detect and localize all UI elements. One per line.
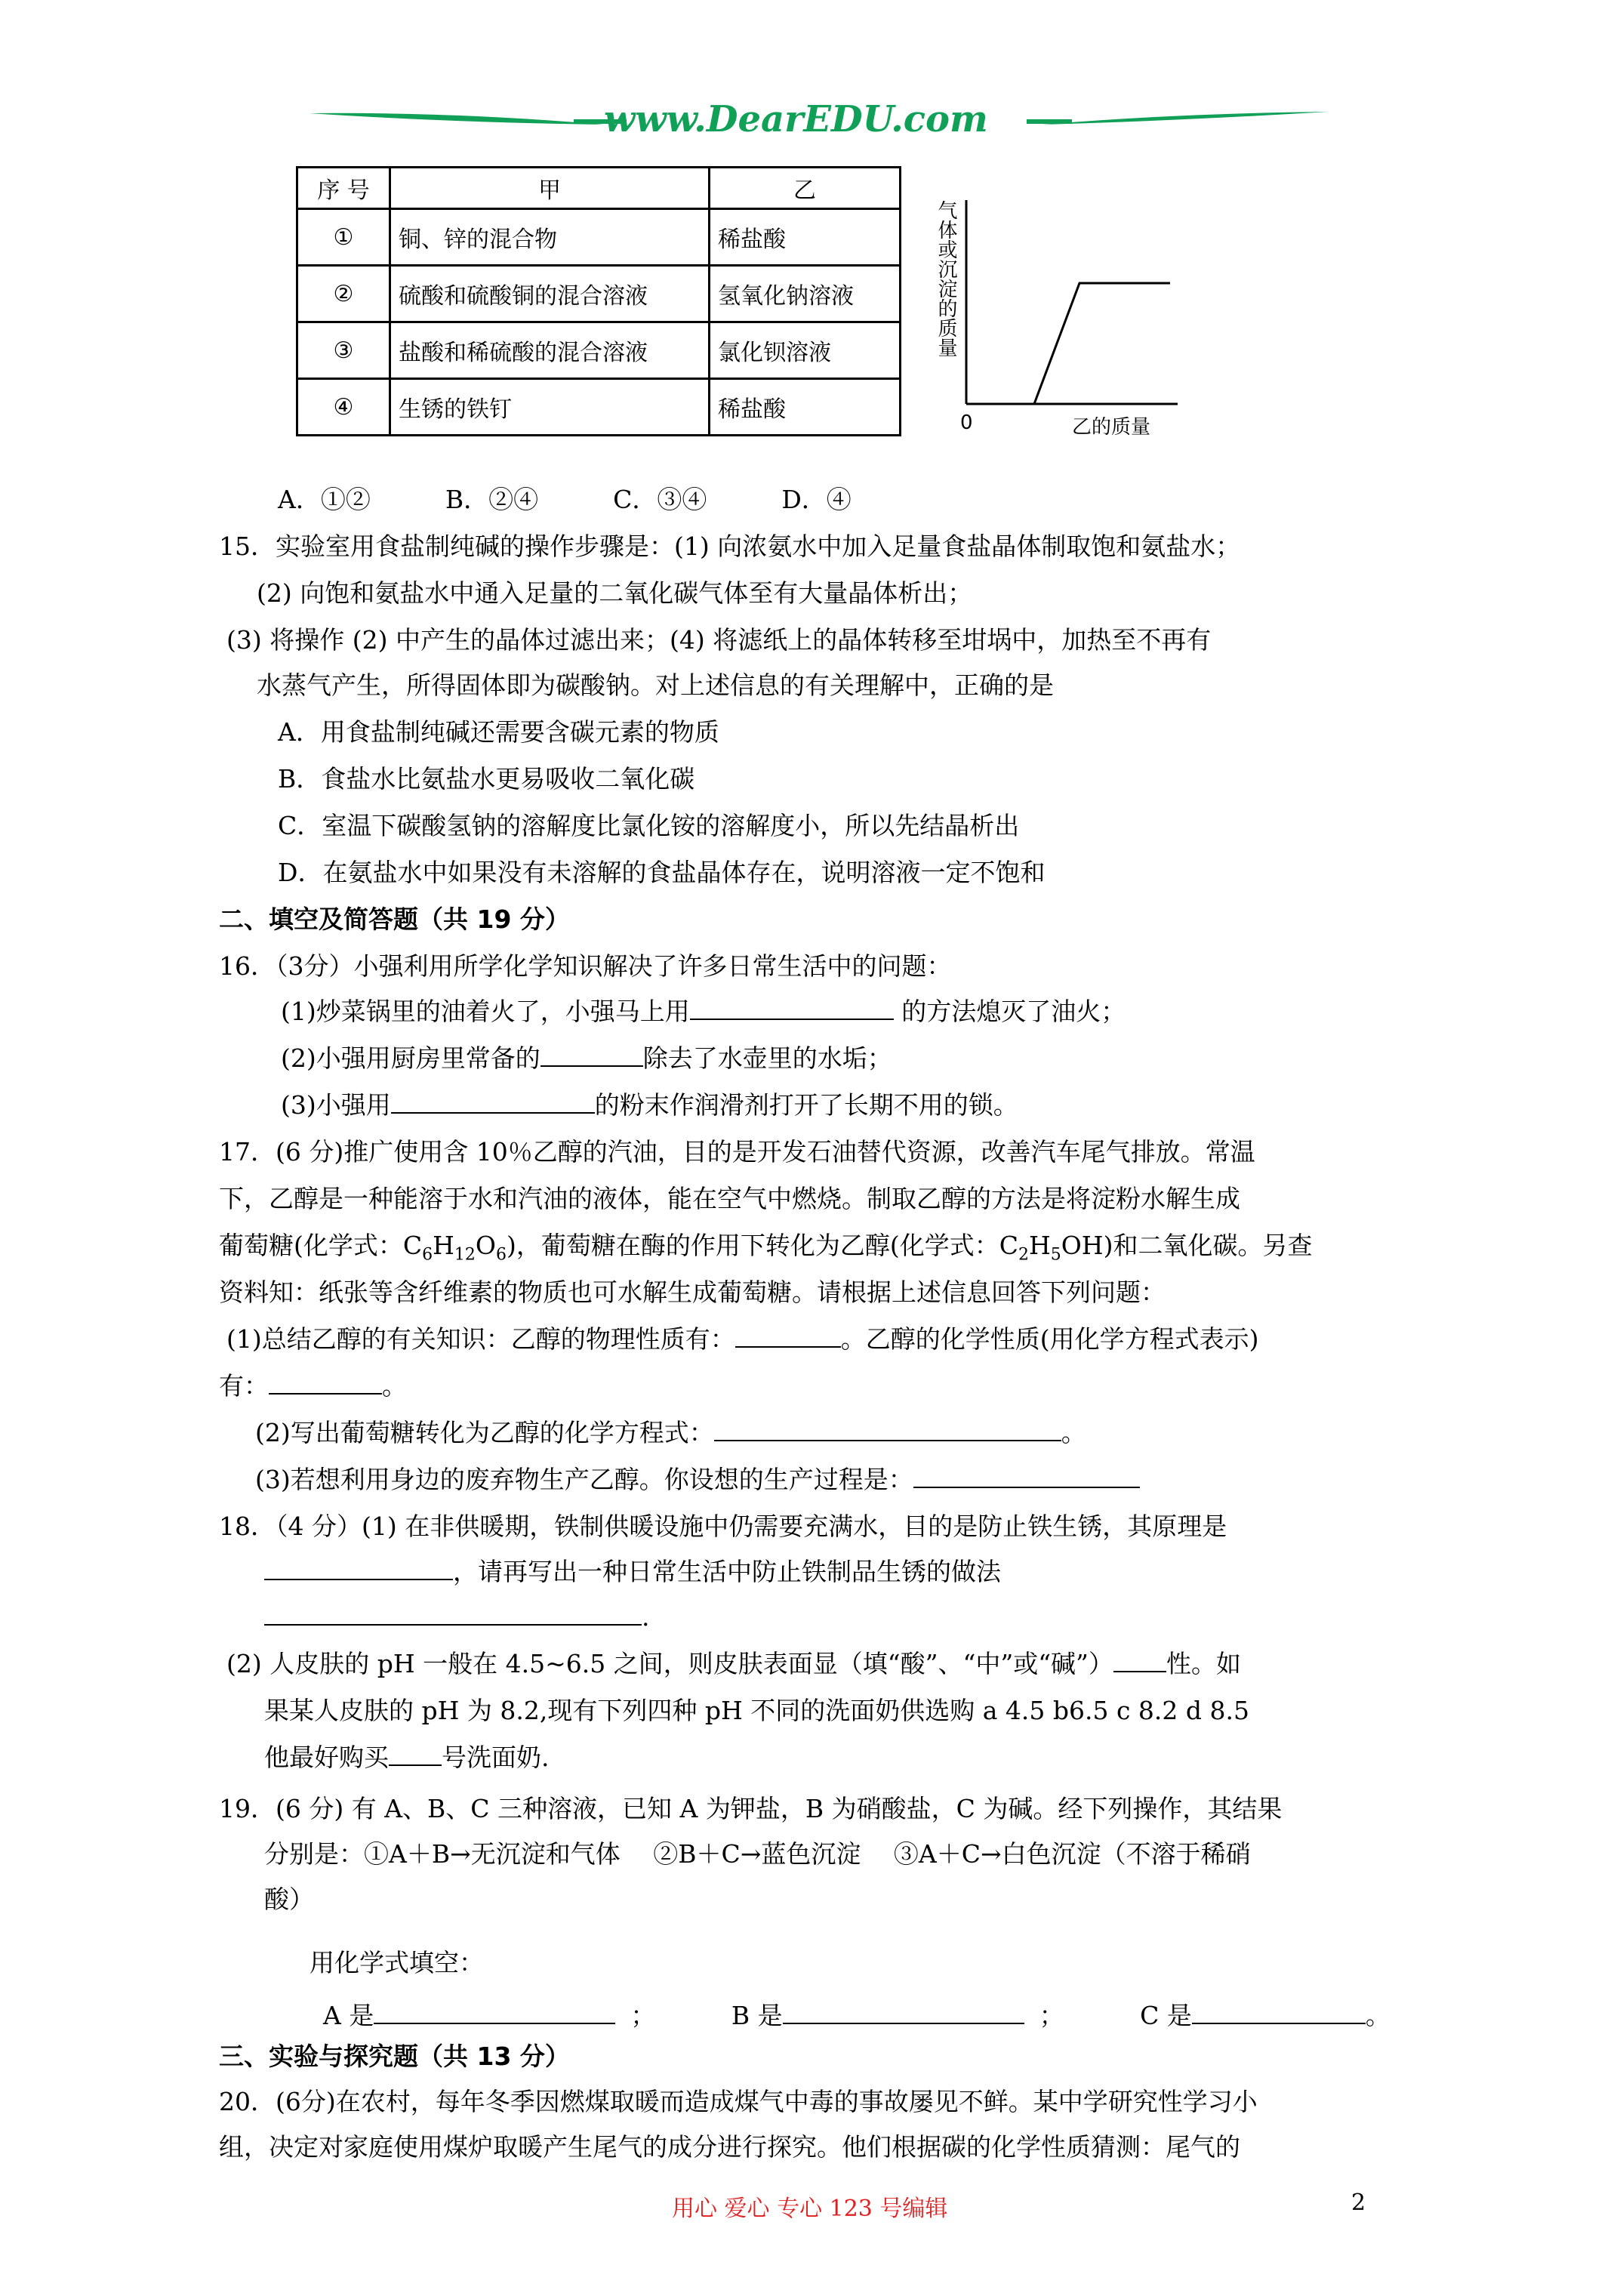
q16-part-3: (3)小强用 的粉末作润滑剂打开了长期不用的锁。 bbox=[281, 1090, 1018, 1120]
table-row bbox=[297, 266, 901, 322]
table-cell: ③ bbox=[297, 322, 390, 379]
footer-text: 用心 爱心 专心 123 号编辑 bbox=[672, 2196, 948, 2222]
q19-line: 用化学式填空： bbox=[310, 1948, 484, 1977]
table-cell: ① bbox=[297, 209, 390, 266]
answer-blank[interactable] bbox=[264, 1556, 453, 1580]
table-cell: 盐酸和稀硫酸的混合溶液 bbox=[390, 322, 710, 379]
q16-line: 16．（3分）小强利用所学化学知识解决了许多日常生活中的问题： bbox=[219, 951, 952, 981]
q15-option-c: C．室温下碳酸氢钠的溶解度比氯化铵的溶解度小，所以先结晶析出 bbox=[278, 811, 1020, 840]
page-number: 2 bbox=[1351, 2190, 1366, 2216]
section-heading: 三、实验与探究题（共 13 分） bbox=[219, 2042, 570, 2071]
table-cell: 生锈的铁钉 bbox=[390, 379, 710, 436]
section-heading: 二、填空及简答题（共 19 分） bbox=[219, 905, 570, 934]
answer-blank[interactable] bbox=[540, 1043, 643, 1067]
reagent-table bbox=[296, 166, 901, 436]
table-cell: ② bbox=[297, 266, 390, 322]
graph-origin: 0 bbox=[960, 411, 973, 434]
table-header: 序 号 bbox=[297, 168, 390, 209]
q17-line: 资料知：纸张等含纤维素的物质也可水解生成葡萄糖。请根据上述信息回答下列问题： bbox=[219, 1277, 1166, 1307]
table-header: 甲 bbox=[390, 168, 710, 209]
graph-ylabel: 气体或沉淀的质量 bbox=[935, 200, 957, 357]
answer-blank[interactable] bbox=[690, 996, 894, 1020]
q15-line: 水蒸气产生，所得固体即为碳酸钠。对上述信息的有关理解中，正确的是 bbox=[257, 670, 1054, 700]
q16-part-1: (1)炒菜锅里的油着火了，小强马上用 的方法熄灭了油火； bbox=[281, 997, 1126, 1026]
q19-line: 分别是：①A＋B→无沉淀和气体 ②B＋C→蓝色沉淀 ③A＋C→白色沉淀（不溶于稀硝 bbox=[264, 1839, 1251, 1869]
table-cell: 氯化钡溶液 bbox=[710, 322, 901, 379]
q20-line: 组，决定对家庭使用煤炉取暖产生尾气的成分进行探究。他们根据碳的化学性质猜测：尾气的 bbox=[219, 2132, 1240, 2162]
table-cell: 稀盐酸 bbox=[710, 379, 901, 436]
q18-line: 果某人皮肤的 pH 为 8.2,现有下列四种 pH 不同的洗面奶供选购 a 4.5 b6.5 c 8.2 d 8.5 bbox=[264, 1696, 1249, 1725]
q19-line: 酸） bbox=[264, 1885, 314, 1914]
q18-part-1: ，请再写出一种日常生活中防止铁制品生锈的做法 bbox=[264, 1555, 1001, 1589]
q14-options: A．①② B．②④ C．③④ D．④ bbox=[278, 485, 852, 514]
q15-line: (3) 将操作 (2) 中产生的晶体过滤出来；(4) 将滤纸上的晶体转移至坩埚中，加热至不再有 bbox=[226, 625, 1212, 655]
answer-blank[interactable] bbox=[1113, 1648, 1166, 1672]
q15-option-d: D．在氨盐水中如果没有未溶解的食盐晶体存在，说明溶液一定不饱和 bbox=[278, 858, 1046, 887]
answer-blank[interactable] bbox=[1192, 2000, 1366, 2024]
q15-option-b: B．食盐水比氨盐水更易吸收二氧化碳 bbox=[278, 764, 695, 794]
q19-answers: A 是 ； B 是 ； C 是 。 bbox=[323, 2001, 1390, 2030]
answer-blank[interactable] bbox=[391, 1089, 595, 1114]
mass-graph bbox=[921, 193, 1193, 434]
table-header: 乙 bbox=[710, 168, 901, 209]
q18-part-1b: . bbox=[264, 1601, 650, 1634]
table-cell: 硫酸和硫酸铜的混合溶液 bbox=[390, 266, 710, 322]
answer-blank[interactable] bbox=[783, 2000, 1024, 2024]
q17-line: 17．(6 分)推广使用含 10％乙醇的汽油，目的是开发石油替代资源，改善汽车尾气排放。常温 bbox=[219, 1137, 1255, 1166]
answer-blank[interactable] bbox=[913, 1464, 1140, 1488]
q15-line: 15．实验室用食盐制纯碱的操作步骤是：(1) 向浓氨水中加入足量食盐晶体制取饱和氨盐水； bbox=[219, 532, 1241, 561]
answer-blank[interactable] bbox=[269, 1370, 382, 1395]
q17-line: 葡萄糖(化学式：$C_6H_{12}O_6$)，葡萄糖在酶的作用下转化为乙醇(化学式：$C_2H_5OH$)和二氧化碳。另查 bbox=[219, 1231, 1313, 1265]
q15-line: (2) 向饱和氨盐水中通入足量的二氧化碳气体至有大量晶体析出； bbox=[257, 578, 973, 608]
q20-line: 20．(6分)在农村，每年冬季因燃煤取暖而造成煤气中毒的事故屡见不鲜。某中学研究性学习小 bbox=[219, 2087, 1258, 2116]
table-row bbox=[297, 322, 901, 379]
q17-part-3: (3)若想利用身边的废弃物生产乙醇。你设想的生产过程是： bbox=[255, 1463, 1140, 1496]
q15-option-a: A．用食盐制纯碱还需要含碳元素的物质 bbox=[278, 717, 719, 747]
q17-line: 下，乙醇是一种能溶于水和汽油的液体，能在空气中燃烧。制取乙醇的方法是将淀粉水解生成 bbox=[219, 1184, 1240, 1213]
answer-blank[interactable] bbox=[389, 1742, 442, 1766]
table-cell: ④ bbox=[297, 379, 390, 436]
q17-part-2: (2)写出葡萄糖转化为乙醇的化学方程式： 。 bbox=[255, 1418, 1086, 1447]
q18-part-2b: 他最好购买 号洗面奶. bbox=[264, 1743, 550, 1772]
site-title[interactable]: www.DearEDU.com bbox=[604, 98, 988, 140]
table-row bbox=[297, 209, 901, 266]
answer-blank[interactable] bbox=[714, 1417, 1061, 1441]
graph-xlabel: 乙的质量 bbox=[1072, 416, 1151, 439]
table-cell: 稀盐酸 bbox=[710, 209, 901, 266]
q18-line: 18．（4 分）(1) 在非供暖期，铁制供暖设施中仍需要充满水，目的是防止铁生锈，其原理是 bbox=[219, 1512, 1227, 1541]
q19-line: 19．(6 分) 有 A、B、C 三种溶液，已知 A 为钾盐，B 为硝酸盐，C 为碱。经下列操作，其结果 bbox=[219, 1794, 1283, 1823]
q17-part-1: (1)总结乙醇的有关知识：乙醇的物理性质有： 。乙醇的化学性质(用化学方程式表示) bbox=[226, 1324, 1259, 1354]
q18-part-2: (2) 人皮肤的 pH 一般在 4.5~6.5 之间，则皮肤表面显（填“酸”、“中”或“碱”） 性。如 bbox=[226, 1649, 1241, 1678]
table-cell: 铜、锌的混合物 bbox=[390, 209, 710, 266]
table-cell: 氢氧化钠溶液 bbox=[710, 266, 901, 322]
answer-blank[interactable] bbox=[264, 1601, 642, 1626]
answer-blank[interactable] bbox=[374, 2000, 615, 2024]
q16-part-2: (2)小强用厨房里常备的 除去了水壶里的水垢； bbox=[281, 1043, 892, 1073]
table-row bbox=[297, 379, 901, 436]
q17-part-1b: 有： 。 bbox=[219, 1371, 407, 1401]
answer-blank[interactable] bbox=[735, 1324, 841, 1348]
